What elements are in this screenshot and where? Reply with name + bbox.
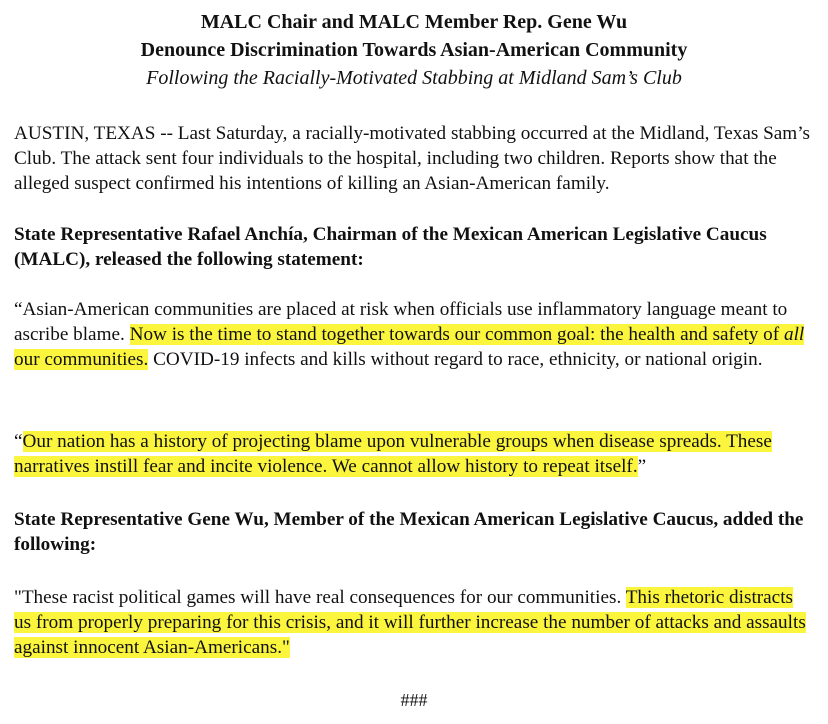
intro-text: -- Last Saturday, a racially-motivated stabbing occurred at the Midland, Texas Sam’s Club. The attack sent four individuals to the hospital, including two children. Reports show that the alleged suspect confirmed his intentions of killing an Asian-American family. xyxy=(14,123,811,194)
subheadline: Following the Racially-Motivated Stabbing at Midland Sam’s Club xyxy=(146,67,682,89)
press-release-header xyxy=(14,0,814,92)
highlight-part-a: Now is the time to stand together towards our common goal: the health and safety of xyxy=(129,324,784,345)
quote-3-lead: "These racist political games will have real consequences for our communities. xyxy=(14,587,626,608)
headline-line-2: Denounce Discrimination Towards Asian-American Community xyxy=(140,39,688,61)
dateline: AUSTIN, TEXAS xyxy=(14,123,156,144)
statement-heading-wu: State Representative Gene Wu, Member of the Mexican American Legislative Caucus, added the following: xyxy=(14,509,804,555)
quote-1-tail: COVID-19 infects and kills without regard to race, ethnicity, or national origin. xyxy=(148,349,763,370)
intro-paragraph xyxy=(14,121,814,196)
statement-heading-anchia: State Representative Rafael Anchía, Chairman of the Mexican American Legislative Caucus (MALC), released the following statement: xyxy=(14,224,767,270)
quote-paragraph-1 xyxy=(14,297,814,372)
close-quote: ” xyxy=(637,456,647,477)
quote-paragraph-2 xyxy=(14,429,814,479)
highlighted-text: Our nation has a history of projecting blame upon vulnerable groups when disease spreads. These narratives instill fear and incite violence. We cannot allow history to repeat itself. xyxy=(14,431,772,477)
open-quote: “ xyxy=(14,431,23,452)
highlighted-text: This rhetoric distracts us from properly preparing for this crisis, and it will further increase the number of attacks and assaults against innocent Asian-Americans." xyxy=(14,587,806,658)
quote-1-lead: “Asian-American communities are placed at risk when officials use inflammatory language meant to ascribe blame. xyxy=(14,299,788,345)
end-mark: ### xyxy=(400,690,428,710)
emphasis-all: all xyxy=(783,324,805,345)
quote-paragraph-3 xyxy=(14,585,814,660)
highlight-part-b: our communities. xyxy=(14,349,149,370)
headline-line-1: MALC Chair and MALC Member Rep. Gene Wu xyxy=(200,11,628,33)
